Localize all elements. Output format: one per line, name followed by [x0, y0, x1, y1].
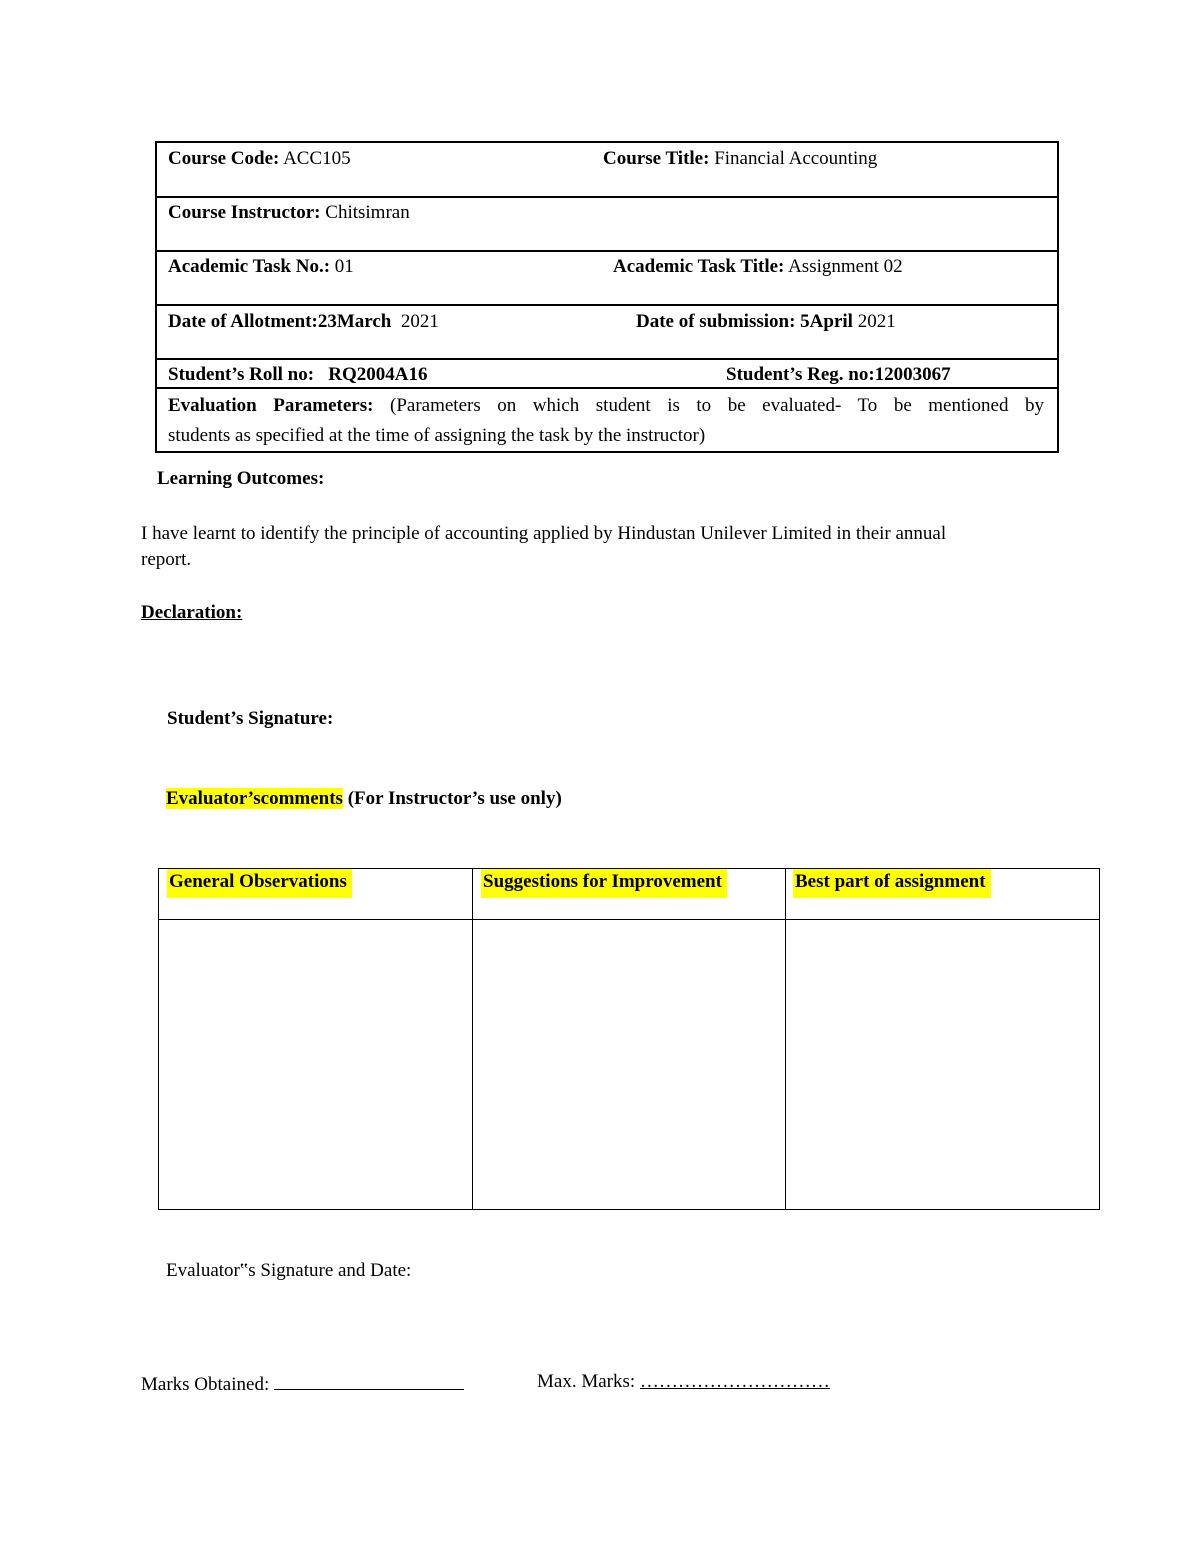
eval-params-line2: students as specified at the time of assigning the task by the instructor) [168, 425, 706, 446]
eval-params-line1: (Parameters on which student is to be evaluated- To be mentioned by [390, 395, 1045, 416]
course-title-label: Course Title: [603, 148, 710, 169]
instructor-row [157, 197, 1057, 251]
task-no-label: Academic Task No.: [168, 256, 331, 277]
max-marks-label: Max. Marks: [537, 1371, 636, 1392]
best-part-cell[interactable] [786, 921, 1099, 1209]
eval-params-label: Evaluation Parameters: [168, 395, 374, 416]
column-header-best-part: Best part of assignment [793, 869, 991, 898]
allotment-label: Date of Allotment:23March [168, 311, 392, 332]
allotment-year: 2021 [400, 311, 439, 332]
marks-obtained-label: Marks Obtained: [141, 1374, 270, 1395]
evaluator-comments-note: (For Instructor’s use only) [347, 788, 562, 809]
column-header-general-observations: General Observations [167, 869, 352, 898]
evaluator-signature-label: Evaluator‟s Signature and Date: [166, 1260, 412, 1281]
evaluation-params-row [157, 389, 1057, 453]
suggestions-cell[interactable] [473, 921, 784, 1209]
declaration-heading: Declaration: [141, 602, 243, 623]
learning-outcomes-heading: Learning Outcomes: [157, 468, 325, 489]
learning-outcomes-line2: report. [141, 549, 192, 570]
column-header-suggestions: Suggestions for Improvement [481, 869, 727, 898]
instructor-value: Chitsimran [325, 202, 410, 223]
submission-label: Date of submission: 5April [636, 311, 853, 332]
course-title-value: Financial Accounting [714, 148, 878, 169]
course-row [157, 143, 1057, 197]
marks-obtained-line [141, 1371, 464, 1396]
student-signature-label: Student’s Signature: [167, 708, 334, 729]
course-code-value: ACC105 [283, 148, 351, 169]
reg-label: Student’s Reg. no:12003067 [726, 364, 951, 385]
submission-year: 2021 [857, 311, 896, 332]
roll-label: Student’s Roll no: [168, 364, 315, 385]
course-info-table [155, 141, 1059, 453]
student-row [157, 359, 1057, 389]
max-marks-blank[interactable]: ………………………… [639, 1371, 830, 1392]
roll-value: RQ2004A16 [328, 364, 428, 385]
dates-row [157, 305, 1057, 359]
marks-obtained-blank[interactable] [274, 1371, 464, 1390]
task-title-value: Assignment 02 [788, 256, 903, 277]
evaluator-comments-table [158, 868, 1100, 1210]
evaluator-comments-label: Evaluator’scomments [166, 788, 343, 809]
evaluator-comments-line [166, 788, 562, 810]
header-divider [159, 919, 1099, 920]
task-row [157, 251, 1057, 305]
learning-outcomes-line1: I have learnt to identify the principle of accounting applied by Hindustan Unilever Limited in their annual [141, 523, 947, 544]
max-marks-line [537, 1371, 830, 1393]
task-no-value: 01 [334, 256, 354, 277]
instructor-label: Course Instructor: [168, 202, 321, 223]
course-code-label: Course Code: [168, 148, 280, 169]
task-title-label: Academic Task Title: [613, 256, 785, 277]
general-observations-cell[interactable] [159, 921, 471, 1209]
